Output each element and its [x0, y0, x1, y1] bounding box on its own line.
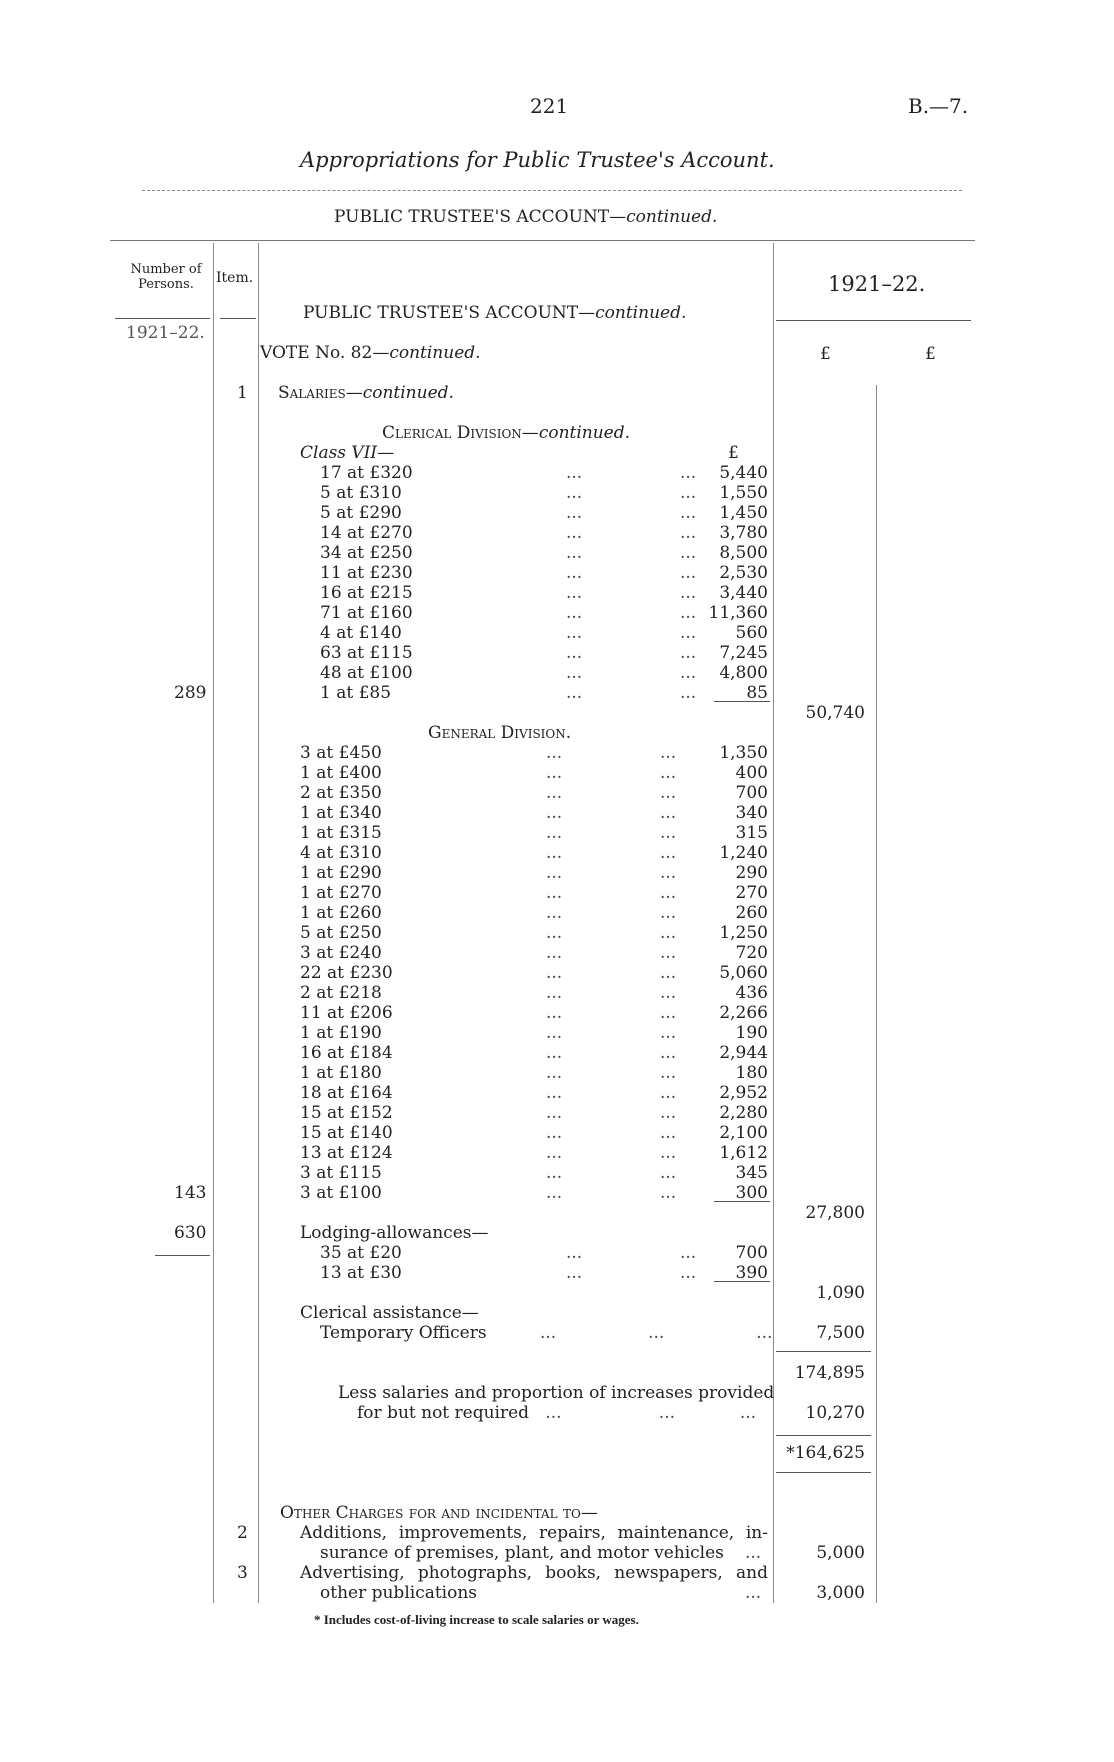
row-amount: 5,060 [719, 963, 768, 983]
row-label: 5 at £290 [320, 503, 402, 523]
row-amount: 340 [735, 803, 768, 823]
row-label: 16 at £215 [320, 583, 413, 603]
row-amount: 2,100 [719, 1123, 768, 1143]
row-amount: 2,280 [719, 1103, 768, 1123]
row-label: 1 at £270 [300, 883, 382, 903]
footnote: * Includes cost-of-living increase to scale salaries or wages. [314, 1612, 639, 1627]
leader-dots: ... [546, 963, 563, 983]
leader-dots: ... [546, 823, 563, 843]
lodging-subtotal-rule [714, 1281, 770, 1282]
class-label: Class VII— [300, 443, 395, 463]
row-label: 4 at £310 [300, 843, 382, 863]
row-label: 15 at £140 [300, 1123, 393, 1143]
row-amount: 2,530 [719, 563, 768, 583]
leader-dots: ... [745, 1543, 762, 1563]
leader-dots: ... [546, 983, 563, 1003]
other-item-amount: 5,000 [816, 1543, 865, 1563]
leader-dots: ... [566, 683, 583, 703]
page-heading: Appropriations for Public Trustee's Account. [300, 148, 775, 172]
section-title: PUBLIC TRUSTEE'S ACCOUNT—continued. [303, 303, 687, 323]
less-amount: 10,270 [805, 1403, 865, 1423]
general-subtotal-rule [714, 1201, 770, 1202]
leader-dots: ... [680, 623, 697, 643]
item-column-right-rule [258, 243, 259, 1603]
row-amount: 300 [735, 1183, 768, 1203]
leader-dots: ... [680, 603, 697, 623]
leader-dots: ... [546, 743, 563, 763]
table-row [300, 803, 768, 823]
table-row [300, 923, 768, 943]
persons-column-header: Number of Persons. [130, 262, 202, 292]
table-row [300, 763, 768, 783]
row-amount: 1,612 [719, 1143, 768, 1163]
row-label: 13 at £30 [320, 1263, 402, 1283]
table-row [300, 1163, 768, 1183]
leader-dots: ... [566, 1243, 583, 1263]
pound-sign: £ [728, 443, 739, 463]
leader-dots: ... [680, 1243, 697, 1263]
leader-dots: ... [566, 583, 583, 603]
leader-dots: ... [566, 563, 583, 583]
table-row [300, 1023, 768, 1043]
leader-dots: ... [660, 743, 677, 763]
table-row [320, 643, 768, 663]
table-row [320, 563, 768, 583]
row-amount: 1,350 [719, 743, 768, 763]
row-amount: 1,250 [719, 923, 768, 943]
row-label: 63 at £115 [320, 643, 413, 663]
leader-dots: ... [660, 903, 677, 923]
row-amount: 3,780 [719, 523, 768, 543]
year-column-header: 1921–22. [828, 272, 926, 296]
row-label: 71 at £160 [320, 603, 413, 623]
leader-dots: ... [546, 783, 563, 803]
row-label: 1 at £190 [300, 1023, 382, 1043]
leader-dots: ... [680, 543, 697, 563]
table-row [320, 1263, 768, 1283]
other-item-line1: Advertising, photographs, books, newspapers, and [300, 1563, 768, 1583]
table-row [300, 963, 768, 983]
leader-dots: ... [566, 463, 583, 483]
heading-rule [142, 190, 962, 191]
less-label-line2: for but not required ... ... ... [357, 1403, 757, 1423]
temporary-dots: ... ... ... [540, 1323, 773, 1343]
leader-dots: ... [566, 543, 583, 563]
row-label: 1 at £180 [300, 1063, 382, 1083]
leader-dots: ... [660, 1043, 677, 1063]
leader-dots: ... [660, 803, 677, 823]
row-amount: 720 [735, 943, 768, 963]
temporary-officers-label: Temporary Officers [320, 1323, 487, 1343]
row-label: 17 at £320 [320, 463, 413, 483]
row-amount: 270 [735, 883, 768, 903]
other-item-line2: other publications [320, 1583, 478, 1603]
row-amount: 85 [746, 683, 768, 703]
row-label: 1 at £315 [300, 823, 382, 843]
row-label: 3 at £100 [300, 1183, 382, 1203]
table-row [320, 463, 768, 483]
leader-dots: ... [566, 503, 583, 523]
page-subheading: PUBLIC TRUSTEE'S ACCOUNT—continued. [334, 207, 718, 227]
row-amount: 2,944 [719, 1043, 768, 1063]
leader-dots: ... [660, 1023, 677, 1043]
row-label: 22 at £230 [300, 963, 393, 983]
leader-dots: ... [546, 1043, 563, 1063]
leader-dots: ... [546, 763, 563, 783]
clerical-total: 50,740 [805, 703, 865, 723]
table-row [300, 743, 768, 763]
row-label: 11 at £206 [300, 1003, 393, 1023]
row-amount: 390 [735, 1263, 768, 1283]
row-label: 5 at £250 [300, 923, 382, 943]
salaries-heading: Salaries—continued. [278, 383, 454, 403]
row-label: 1 at £85 [320, 683, 392, 703]
table-row [300, 1103, 768, 1123]
currency-label-1: £ [820, 344, 831, 364]
leader-dots: ... [660, 983, 677, 1003]
row-amount: 700 [735, 1243, 768, 1263]
clerical-persons: 289 [174, 683, 207, 703]
leader-dots: ... [546, 1103, 563, 1123]
leader-dots: ... [546, 863, 563, 883]
leader-dots: ... [566, 603, 583, 623]
leader-dots: ... [660, 1103, 677, 1123]
leader-dots: ... [566, 523, 583, 543]
row-label: 1 at £400 [300, 763, 382, 783]
row-amount: 400 [735, 763, 768, 783]
leader-dots: ... [680, 683, 697, 703]
leader-dots: ... [566, 483, 583, 503]
row-amount: 315 [735, 823, 768, 843]
persons-total-rule [155, 1255, 210, 1256]
row-label: 16 at £184 [300, 1043, 393, 1063]
row-amount: 1,240 [719, 843, 768, 863]
row-label: 3 at £115 [300, 1163, 382, 1183]
lodging-label: Lodging-allowances— [300, 1223, 489, 1243]
salaries-item-number: 1 [237, 383, 248, 403]
leader-dots: ... [546, 1163, 563, 1183]
clerical-division-heading: Clerical Division—continued. [382, 423, 631, 443]
row-amount: 260 [735, 903, 768, 923]
leader-dots: ... [566, 663, 583, 683]
table-row [300, 1003, 768, 1023]
salaries-subtotal: 174,895 [794, 1363, 865, 1383]
leader-dots: ... [680, 663, 697, 683]
row-amount: 7,245 [719, 643, 768, 663]
net-total-rule-top [776, 1435, 871, 1436]
page-reference: B.—7. [908, 94, 969, 118]
row-label: 48 at £100 [320, 663, 413, 683]
leader-dots: ... [546, 903, 563, 923]
leader-dots: ... [546, 1123, 563, 1143]
header-rule-item [220, 318, 256, 319]
salaries-net-total: *164,625 [786, 1443, 865, 1463]
leader-dots: ... [660, 1163, 677, 1183]
general-persons: 143 [174, 1183, 207, 1203]
currency-label-2: £ [925, 344, 936, 364]
row-label: 14 at £270 [320, 523, 413, 543]
table-row [320, 543, 768, 563]
row-label: 3 at £450 [300, 743, 382, 763]
leader-dots: ... [660, 783, 677, 803]
table-row [300, 1183, 768, 1203]
clerical-assistance-label: Clerical assistance— [300, 1303, 479, 1323]
leader-dots: ... [660, 843, 677, 863]
table-row [320, 523, 768, 543]
row-label: 2 at £218 [300, 983, 382, 1003]
other-item-number: 2 [237, 1523, 248, 1543]
header-rule [115, 318, 210, 319]
other-item-amount: 3,000 [816, 1583, 865, 1603]
leader-dots: ... [546, 843, 563, 863]
less-label-line1: Less salaries and proportion of increases provided [338, 1383, 775, 1403]
clerical-subtotal-rule [714, 701, 770, 702]
total-column-rule [876, 385, 877, 1603]
leader-dots: ... [546, 1143, 563, 1163]
leader-dots: ... [546, 1083, 563, 1103]
leader-dots: ... [566, 1263, 583, 1283]
leader-dots: ... [660, 923, 677, 943]
row-amount: 700 [735, 783, 768, 803]
leader-dots: ... [680, 523, 697, 543]
other-item-line1: Additions, improvements, repairs, maintenance, in- [300, 1523, 768, 1543]
leader-dots: ... [680, 483, 697, 503]
general-total: 27,800 [805, 1203, 865, 1223]
lodging-total: 1,090 [816, 1283, 865, 1303]
row-amount: 11,360 [708, 603, 768, 623]
row-label: 35 at £20 [320, 1243, 402, 1263]
other-charges-heading: Other Charges for and incidental to— [280, 1503, 598, 1523]
leader-dots: ... [660, 963, 677, 983]
row-label: 34 at £250 [320, 543, 413, 563]
leader-dots: ... [546, 1023, 563, 1043]
leader-dots: ... [546, 1063, 563, 1083]
table-row [300, 983, 768, 1003]
row-amount: 3,440 [719, 583, 768, 603]
row-label: 2 at £350 [300, 783, 382, 803]
leader-dots: ... [660, 863, 677, 883]
subtotal-rule [776, 1351, 871, 1352]
other-item-line2: surance of premises, plant, and motor vehicles [320, 1543, 724, 1563]
leader-dots: ... [660, 1083, 677, 1103]
table-top-rule [110, 240, 975, 241]
leader-dots: ... [546, 943, 563, 963]
leader-dots: ... [660, 1003, 677, 1023]
row-amount: 4,800 [719, 663, 768, 683]
table-row [300, 1143, 768, 1163]
leader-dots: ... [566, 643, 583, 663]
other-item-number: 3 [237, 1563, 248, 1583]
leader-dots: ... [680, 1263, 697, 1283]
header-rule-year [776, 320, 971, 321]
leader-dots: ... [660, 763, 677, 783]
leader-dots: ... [660, 1143, 677, 1163]
general-division-heading: General Division. [428, 723, 572, 743]
row-amount: 560 [735, 623, 768, 643]
row-amount: 290 [735, 863, 768, 883]
row-label: 5 at £310 [320, 483, 402, 503]
table-row [320, 623, 768, 643]
table-row [320, 663, 768, 683]
row-amount: 8,500 [719, 543, 768, 563]
table-row [300, 823, 768, 843]
leader-dots: ... [660, 1063, 677, 1083]
leader-dots: ... [680, 563, 697, 583]
table-row [300, 1083, 768, 1103]
table-row [300, 1043, 768, 1063]
leader-dots: ... [660, 943, 677, 963]
table-row [320, 603, 768, 623]
table-row [320, 503, 768, 523]
leader-dots: ... [680, 643, 697, 663]
leader-dots: ... [660, 1183, 677, 1203]
persons-year-label: 1921–22. [126, 323, 205, 343]
row-label: 18 at £164 [300, 1083, 393, 1103]
vote-title: VOTE No. 82—continued. [260, 343, 481, 363]
leader-dots: ... [680, 503, 697, 523]
table-row [300, 783, 768, 803]
row-amount: 180 [735, 1063, 768, 1083]
table-row [300, 883, 768, 903]
row-amount: 5,440 [719, 463, 768, 483]
row-label: 3 at £240 [300, 943, 382, 963]
leader-dots: ... [745, 1583, 762, 1603]
table-row [300, 863, 768, 883]
leader-dots: ... [680, 463, 697, 483]
row-amount: 1,450 [719, 503, 768, 523]
table-row [300, 943, 768, 963]
table-row [320, 1243, 768, 1263]
row-label: 13 at £124 [300, 1143, 393, 1163]
table-row [300, 843, 768, 863]
row-label: 1 at £290 [300, 863, 382, 883]
table-row [300, 903, 768, 923]
row-label: 4 at £140 [320, 623, 402, 643]
net-total-rule-bottom [776, 1472, 871, 1473]
row-label: 11 at £230 [320, 563, 413, 583]
page-number: 221 [530, 94, 569, 118]
leader-dots: ... [660, 1123, 677, 1143]
row-label: 1 at £260 [300, 903, 382, 923]
table-row [300, 1123, 768, 1143]
item-column-left-rule [213, 243, 214, 1603]
row-amount: 2,266 [719, 1003, 768, 1023]
leader-dots: ... [546, 1183, 563, 1203]
total-persons: 630 [174, 1223, 207, 1243]
row-label: 15 at £152 [300, 1103, 393, 1123]
leader-dots: ... [680, 583, 697, 603]
leader-dots: ... [546, 1003, 563, 1023]
leader-dots: ... [566, 623, 583, 643]
table-row [320, 483, 768, 503]
row-amount: 190 [735, 1023, 768, 1043]
leader-dots: ... [546, 803, 563, 823]
row-amount: 436 [735, 983, 768, 1003]
row-amount: 2,952 [719, 1083, 768, 1103]
leader-dots: ... [546, 883, 563, 903]
table-row [300, 1063, 768, 1083]
row-amount: 345 [735, 1163, 768, 1183]
temporary-officers-total: 7,500 [816, 1323, 865, 1343]
table-row [320, 683, 768, 703]
item-column-header: Item. [216, 270, 254, 286]
row-label: 1 at £340 [300, 803, 382, 823]
leader-dots: ... [660, 823, 677, 843]
leader-dots: ... [660, 883, 677, 903]
table-row [320, 583, 768, 603]
row-amount: 1,550 [719, 483, 768, 503]
leader-dots: ... [546, 923, 563, 943]
